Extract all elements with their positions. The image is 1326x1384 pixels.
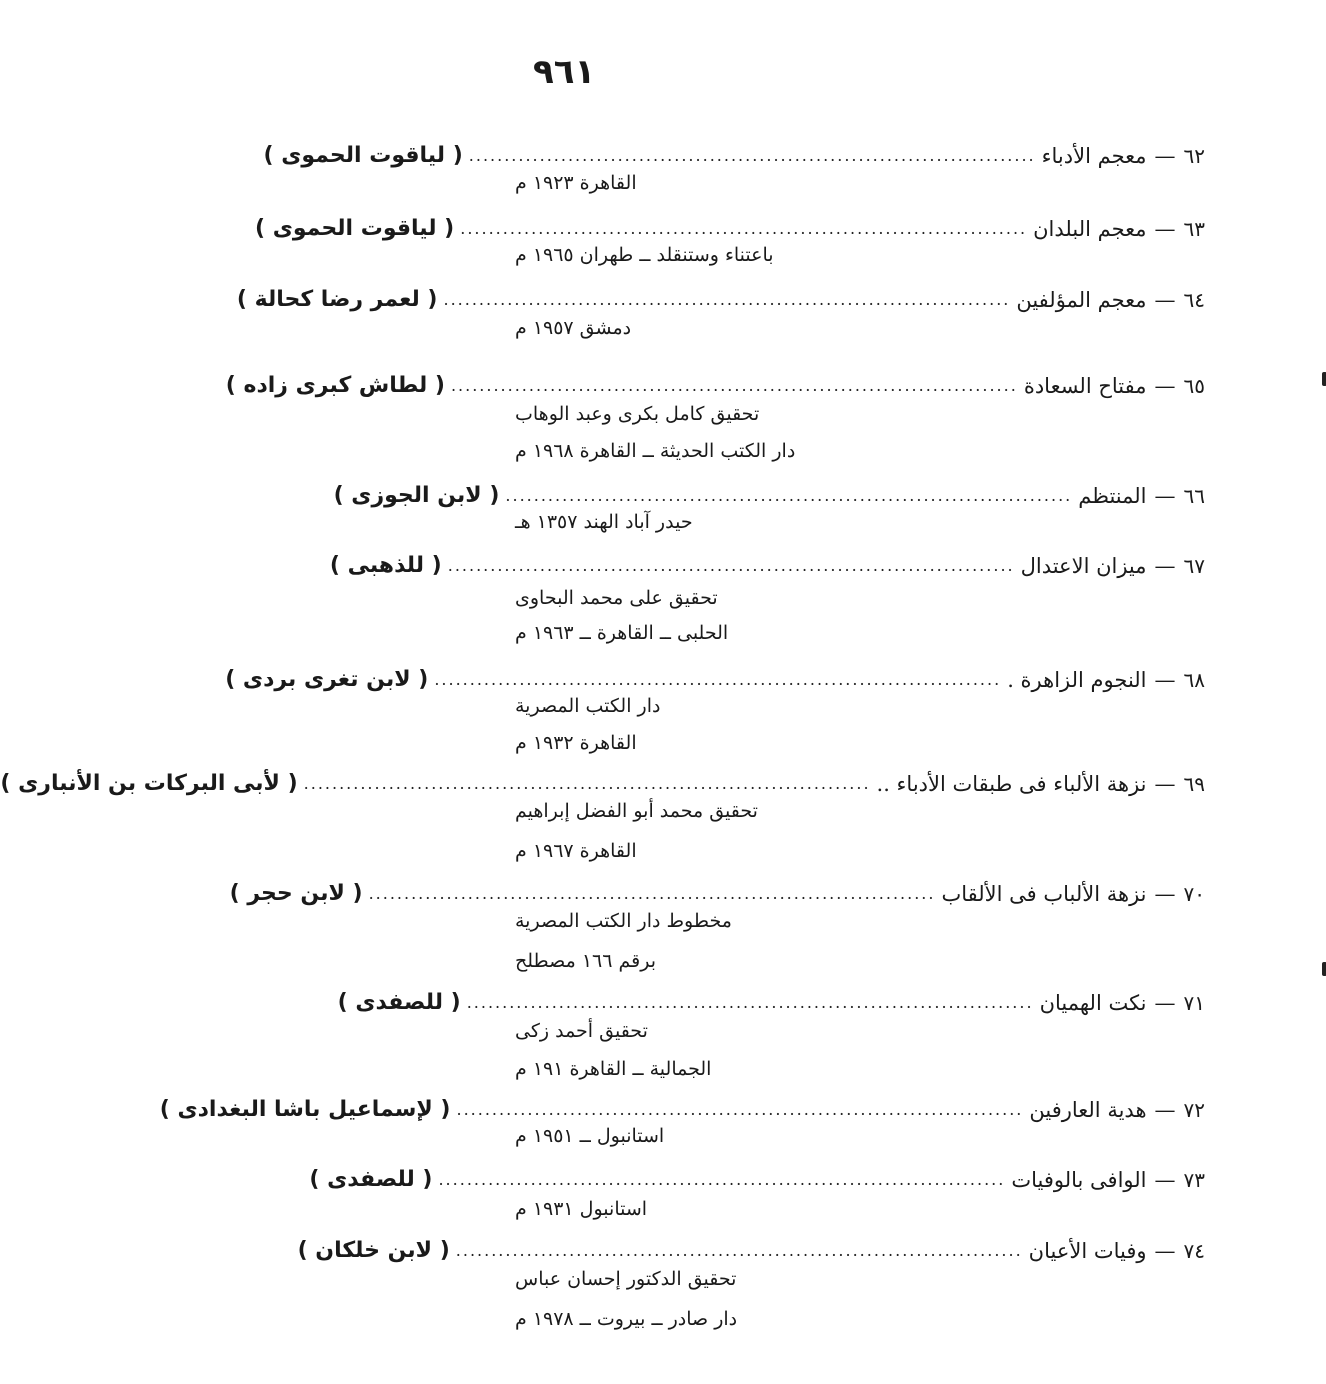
entry-detail-text: تحقيق أحمد زكى [515,1020,648,1042]
entry-number: ٦٣ [1183,217,1205,241]
entry-number: ٧٣ [1183,1168,1205,1192]
entry-dash: — [1154,1098,1176,1122]
entry-line [309,1154,1205,1192]
leader-dots: ................................................................................ [368,884,936,903]
leader-dots: ................................................................................ [468,146,1036,165]
entry-detail-text: باعتناء وستنقلد ــ طهران ١٩٦٥ م [515,244,774,266]
entry-detail-text: مخطوط دار الكتب المصرية [515,910,732,932]
margin-mark [1322,372,1326,386]
entry-detail-text: تحقيق الدكتور إحسان عباس [515,1268,737,1290]
entry-detail-text: تحقيق كامل بكرى وعبد الوهاب [515,403,760,425]
entry-detail-text: برقم ١٦٦ مصطلح [515,950,657,972]
leader-dots: ................................................................................ [460,219,1028,238]
entry-line [225,360,1205,398]
entry-title: الوافى بالوفيات [1011,1168,1147,1192]
leader-dots: ................................................................................ [456,1100,1024,1119]
leader-dots: ................................................................................ [450,376,1018,395]
leader-dots: ................................................................................ [455,1241,1023,1260]
entry-detail [515,840,946,862]
entry-author: ( لأبى البركات بن الأنبارى ) [0,771,298,796]
entry-number: ٧٤ [1183,1239,1205,1263]
entry-detail-text: دار الكتب الحديثة ــ القاهرة ١٩٦٨ م [515,440,796,462]
entry-line [263,130,1205,168]
entry-detail [515,511,946,533]
entry-dash: — [1154,772,1176,796]
entry-detail [515,172,946,194]
entry-detail-text: القاهرة ١٩٦٧ م [515,840,637,862]
entry-author: ( لإسماعيل باشا البغدادى ) [159,1097,451,1122]
entry-detail [515,1198,946,1220]
entry-author: ( لابن تغرى بردى ) [225,667,429,692]
entry-dash: — [1154,144,1176,168]
entry-author: ( للذهبى ) [329,553,442,578]
entry-detail [515,1125,946,1147]
entry-line [225,654,1205,692]
entry-detail-text: تحقيق على محمد البحاوى [515,587,718,609]
entry-detail-text: دمشق ١٩٥٧ م [515,317,632,339]
leader-dots: ................................................................................ [443,290,1011,309]
entry-detail-text: القاهرة ١٩٢٣ م [515,172,637,194]
entry-dash: — [1154,1239,1176,1263]
entry-number: ٧٠ [1183,882,1205,906]
page-number: ٩٦١ [533,52,596,92]
entry-title: ميزان الاعتدال [1020,554,1147,578]
entry-title: معجم الأدباء [1041,144,1147,168]
entry-line [229,868,1205,906]
entry-detail-text: استانبول ــ ١٩٥١ م [515,1125,665,1147]
entry-line [337,977,1205,1015]
entry-detail [515,732,946,754]
entry-line [333,470,1205,508]
entry-number: ٦٧ [1183,554,1205,578]
entry-detail [515,1058,946,1080]
entry-detail [515,244,946,266]
entry-detail [515,800,946,822]
margin-mark [1322,962,1326,976]
entry-detail-text: حيدر آباد الهند ١٣٥٧ هـ [515,511,693,533]
leader-dots: ................................................................................ [447,556,1015,575]
leader-dots: ................................................................................ [505,486,1073,505]
entry-line [0,758,1205,796]
entry-number: ٦٨ [1183,668,1205,692]
entry-title: نكت الهميان [1039,991,1147,1015]
entry-number: ٦٩ [1183,772,1205,796]
entry-title: المنتظم [1078,484,1147,508]
entry-number: ٦٤ [1183,288,1205,312]
entry-dash: — [1154,484,1176,508]
entry-line [297,1225,1205,1263]
entry-detail-text: الجمالية ــ القاهرة ١٩١ م [515,1058,712,1080]
leader-dots: ................................................................................ [438,1170,1006,1189]
entry-author: ( لياقوت الحموى ) [254,216,455,241]
entry-author: ( للصفدى ) [337,990,461,1015]
entry-dash: — [1154,217,1176,241]
entry-dash: — [1154,1168,1176,1192]
entry-detail-text: دار الكتب المصرية [515,695,661,717]
leader-dots: ................................................................................ [466,993,1034,1012]
entry-detail [515,622,946,644]
entry-detail [515,587,946,609]
entry-detail [515,403,946,425]
entry-author: ( لطاش كبرى زاده ) [225,373,445,398]
entry-detail [515,1268,946,1290]
entry-title: هدية العارفين [1029,1098,1147,1122]
entry-title: النجوم الزاهرة . [1007,668,1147,692]
entry-detail [515,1308,946,1330]
entry-author: ( لابن الجوزى ) [333,483,500,508]
entry-detail [515,910,946,932]
entry-number: ٦٦ [1183,484,1205,508]
entry-author: ( لعمر رضا كحالة ) [236,287,438,312]
entry-author: ( لابن حجر ) [229,881,363,906]
entry-title: معجم المؤلفين [1016,288,1147,312]
entry-number: ٦٥ [1183,374,1205,398]
entry-detail [515,1020,946,1042]
entry-author: ( للصفدى ) [309,1167,433,1192]
entry-dash: — [1154,991,1176,1015]
entry-dash: — [1154,668,1176,692]
entry-title: وفيات الأعيان [1028,1239,1147,1263]
entry-detail-text: تحقيق محمد أبو الفضل إبراهيم [515,800,758,822]
entry-dash: — [1154,882,1176,906]
entry-detail [515,950,946,972]
entry-number: ٧٢ [1183,1098,1205,1122]
entry-detail-text: القاهرة ١٩٣٢ م [515,732,637,754]
entry-detail-text: دار صادر ــ بيروت ــ ١٩٧٨ م [515,1308,738,1330]
entry-detail-text: استانبول ١٩٣١ م [515,1198,648,1220]
entry-title: نزهة الألباب فى الألقاب [941,882,1147,906]
entry-detail-text: الحلبى ــ القاهرة ــ ١٩٦٣ م [515,622,729,644]
entry-detail [515,440,946,462]
entry-number: ٦٢ [1183,144,1205,168]
leader-dots: ................................................................................ [434,670,1002,689]
entry-line [254,203,1205,241]
entry-author: ( لياقوت الحموى ) [263,143,463,168]
entry-line [329,540,1205,578]
entry-line [236,274,1205,312]
entry-title: معجم البلدان [1033,217,1147,241]
entry-detail [515,695,946,717]
entry-detail [515,317,946,339]
entry-dash: — [1154,554,1176,578]
entry-dash: — [1154,288,1176,312]
entry-author: ( لابن خلكان ) [297,1238,450,1263]
entry-number: ٧١ [1183,991,1205,1015]
leader-dots: ................................................................................ [303,774,871,793]
entry-title: نزهة الألباء فى طبقات الأدباء .. [876,772,1147,796]
entry-dash: — [1154,374,1176,398]
entry-title: مفتاح السعادة [1023,374,1147,398]
entry-line [159,1084,1205,1122]
